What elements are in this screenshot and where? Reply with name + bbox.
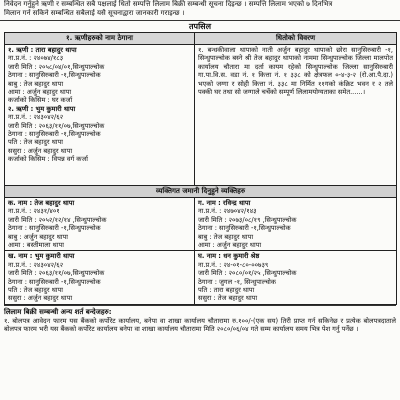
guarantor-line: ठेगाना : जुगल -१, सिन्धुपाल्चोक (198, 277, 276, 286)
guarantor-line: ना.प्र.नं. : २४३१/४०१ (8, 207, 60, 216)
table-title: तपसिल (188, 22, 211, 31)
guarantor-line: ठेगाना : सानुसिरुबारी -१,सिन्धुपाल्चोक (8, 224, 101, 233)
guarantor-name: ख. नाम : भुम कुमारी थापा (8, 252, 75, 261)
guarantor-line: ससुरा : तेज बहादुर थापा (198, 294, 258, 303)
borrowers-cell (5, 45, 195, 186)
borrower-1-name: १. ऋणी : तारा बहादुर थापा (8, 46, 77, 54)
guarantor-line: ना.प्र.नं. : २४-०१-८०-००७३९ (198, 260, 269, 269)
guarantor-line: बाबु : अर्जुन बहादुर थापा (8, 232, 68, 241)
borrower-1-line: आमा : अर्जुन बहादुर थापा (8, 88, 72, 97)
guarantor-line: ना.प्र.नं. : २४७०४२/१४३ (198, 207, 257, 216)
guarantor-cell (5, 251, 195, 304)
borrower-2-line: ससुरा : अर्जुन बहादुर थापा (8, 146, 73, 155)
borrower-1-line: ना.प्र.नं. : २४०७४/१८३ (8, 54, 64, 63)
borrower-1-line: जारी मिति : २०५८/०४/०१,सिन्धुपाल्चोक (8, 62, 105, 71)
conditions-title: लिलाम बिक्री सम्बन्धी अन्य शर्त बन्देजहरु: (4, 305, 396, 317)
guarantor-line: ना.प्र.नं. : २४३०४२/६२ (8, 260, 64, 269)
borrower-2-line: कर्जाको किसिम : विपन्न वर्ग कर्जा (8, 155, 88, 164)
guarantor-line: ठेगाना : सानुसिरुबारी -१,सिन्धुपाल्चोक (8, 277, 101, 286)
header-collateral: धितोको विवरण (195, 33, 397, 45)
guarantor-cell (195, 251, 397, 304)
header-borrowers: १. ऋणीहरुको नाम ठेगाना (5, 33, 195, 45)
collateral-description: १. बन्धकीवाला थापाको नाती अर्जुन बहादुर थापाको छोरा सानुसिरुबारी -१, सिन्धुपाल्चोक बस्ने श्री तेज बहादुर थापाको नाममा सिन्धुपाल्चोक जिल्ला मालपोत कार्यालय चौतारा मा दर्ता कायम रहेको सिन्धुपाल्चोक जिल्ला सानुसिरुबारी गा.पा.वि.स. वडा नं. १ कित्ता नं. १ ३३८ को क्षेत्रफल ०-४-३-२ (रो.आ.पै.दा.) भएको जग्गा र सोही कित्ता नं. ३३८ मा निर्मित ११गको कंक्रिट भवन र २ तले पक्की घर तथा सो जग्गाले चर्चेको सम्पूर्ण लिलामयोग्यताका समेत......। (195, 45, 397, 186)
guarantor-name: क. नाम : तेज बहादुर थापा (8, 199, 75, 207)
guarantor-line: आमा : बस्तीमाला थापा (8, 241, 64, 250)
borrower-2-line: पति : तेज बहादुर थापा (8, 138, 64, 147)
intro-line-1: निवेदन गर्नुहुने ऋणी र सम्बन्धित सबै पक्षलाई धितो सम्पत्ति लिलाम बिक्री सम्बन्धी सूचना दिइन्छ । सम्पत्ति लिलाम भएको ७ दिनभित्र (4, 0, 333, 8)
guarantor-line: आमा : अर्जुन बहादुर थापा (198, 241, 262, 250)
guarantor-line: जारी मिति : २०६३/११/०७,सिन्धुपाल्चोक (8, 269, 105, 278)
guarantor-name: ग. नाम : रविन्द्र थापा (198, 199, 251, 207)
guarantor-line: ससुरा : अर्जुन बहादुर थापा (8, 294, 73, 303)
guarantor-cell (195, 198, 397, 251)
borrower-2-line: ना.प्र.नं. : २४३०४२/६२ (8, 113, 64, 122)
details-table (4, 32, 397, 305)
borrower-2-line: ठेगाना : सानुसिरुबारी -१,सिन्धुपाल्चोक (8, 130, 101, 139)
guarantor-line: जारी मिति : २०७३/०८/१९ ,सिन्धुपाल्चोक (198, 215, 297, 224)
guarantor-name: घ. नाम : धन कुमारी श्रेष्ठ (198, 252, 260, 261)
conditions-text: १. बोलपत्र आवेदन फारम यस बैंकको कर्पोरेट कार्यालय, बनेपा वा शाखा कार्यालय चौतारामा रु.१००/-(एक सय) तिरी प्राप्त गर्न सकिनेछ र प्रत्येक बोलपत्रदाताले बोलपत्र फारम भरी यस बैंकको कर्पोरेट कार्यालय बनेपा वा शाखा कार्यालय चौतारामा मिति २०८०/०६/०४ गते सम्म कार्यालय समय भित्र पेश गर्नु पर्नेछ । (4, 316, 396, 334)
guarantor-line: पति : तारा बहादुर थापा (198, 286, 255, 295)
guarantor-line: जारी मिति : २०५२/१२/१४ ,सिन्धुपाल्चोक (8, 215, 107, 224)
borrower-2-line: जारी मिति : २०६३/११/०७,सिन्धुपाल्चोक (8, 121, 105, 130)
guarantor-section-title: व्यक्तिगत जमानी दिनुहुने व्यक्तिहरु (5, 186, 397, 198)
borrower-1-line: बाबु : तेज बहादुर थापा (8, 79, 64, 88)
guarantor-line: पति : तेज बहादुर थापा (8, 286, 64, 295)
borrower-1-line: कर्जाको किसिम : घर कर्जा (8, 96, 73, 105)
borrower-2-name: २. ऋणी : भुम कुमारी थापा (8, 104, 76, 113)
guarantor-line: ठेगाना : सानुसिरुबारी -१,सिन्धुपाल्चोक (198, 224, 291, 233)
notice-intro (0, 0, 400, 21)
guarantor-cell (5, 198, 195, 251)
borrower-1-line: ठेगाना : सानुसिरुबारी -१,सिन्धुपाल्चोक (8, 71, 101, 80)
guarantor-line: जारी मिति : २०८०/०१/२५ ,सिन्धुपाल्चोक (198, 269, 297, 278)
guarantor-line: बाबु : तेज बहादुर थापा (198, 232, 254, 241)
intro-line-2: मिलान गर्न सकिने सम्बन्धित सबैलाई यसै सूचनाद्वारा जानकारी गराइन्छ । (4, 9, 185, 17)
